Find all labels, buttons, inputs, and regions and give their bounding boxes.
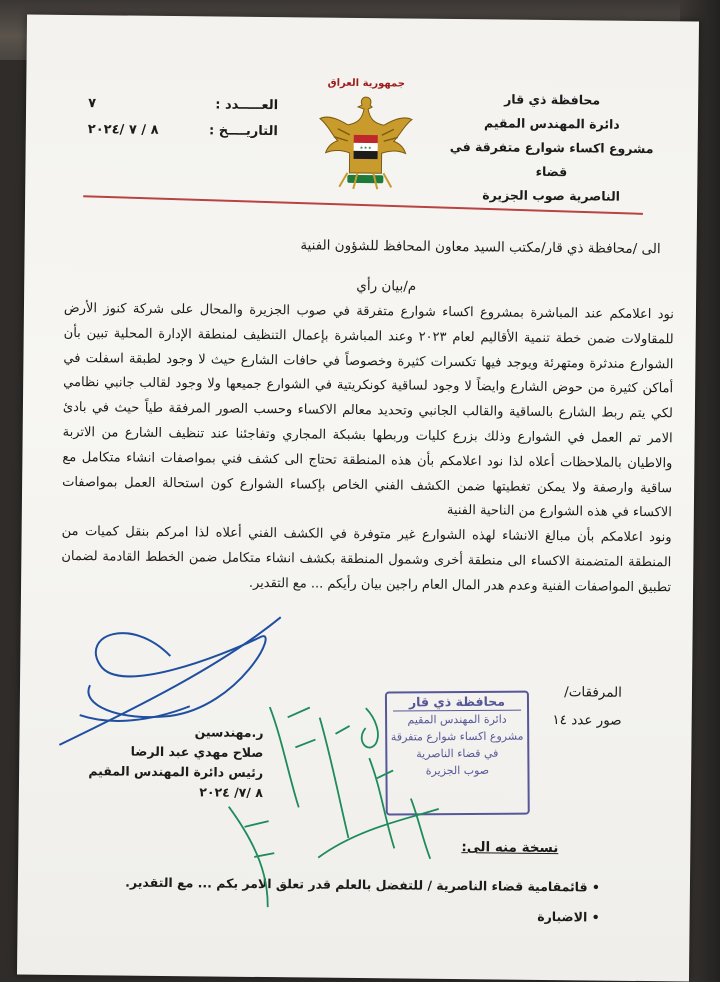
stamp-line: في قضاء الناصرية <box>416 746 499 761</box>
signer-role: رئيس دائرة المهندس المقيم <box>88 763 264 781</box>
stamp-line: دائرة المهندس المقيم <box>407 712 507 727</box>
stamp-line: صوب الجزيرة <box>425 763 490 778</box>
letterhead-line: دائرة المهندس المقيم <box>483 115 620 132</box>
copy-item: • الاضبارة <box>39 897 599 933</box>
copy-item: • قائمقامية قضاء الناصرية / للتفضل بالعلم قدر تعلق الامر بكم ... مع التقدير. <box>40 867 600 903</box>
stamp-line: مشروع اكساء شوارع متفرقة <box>390 729 524 744</box>
copies-title: نسخة منه الى: <box>461 839 559 857</box>
blue-signature-scribble <box>59 615 280 747</box>
number-label: العـــــدد : <box>215 97 279 114</box>
svg-text:✶✶✶: ✶✶✶ <box>359 145 372 152</box>
letterhead-line: الناصرية صوب الجزيرة <box>482 187 621 204</box>
number-value: ٧ <box>88 96 97 112</box>
subject-line: م/بيان رأي <box>356 277 417 295</box>
stamp-line: محافظة ذي قار <box>393 693 521 712</box>
handwritten-marks <box>17 15 699 982</box>
signer-name: صلاح مهدي عبد الرضا <box>130 743 264 761</box>
body-paragraph: ونود اعلامكم بأن مبالغ الانشاء لهذه الشوارع غير متوفرة في الكشف الفني أعلاه لذا امركم بنقل كميات من المنطقة المتضمنة الاكساء الى منطقة أخرى وشمول المنطقة بكشف انشاء متكامل ضمن الخطط القادمة لضمان تطبيق المواصفات الفنية وعدم هدر المال العام راجين بيان رأيكم ... مع التقدير. <box>61 524 672 596</box>
green-pen-annotation <box>228 707 440 909</box>
date-label: التاريــــخ : <box>208 123 278 140</box>
attachments-value: صور عدد ١٤ <box>552 712 622 729</box>
body-paragraph: نود اعلامكم عند المباشرة بمشروع اكساء شوارع متفرقة في صوب الجزيرة والمحال على شركة كنوز الأرض للمقاولات ضمن خطة تنمية الأقاليم لعام ٢٠٢٣ وعند المباشرة بإعمال التنظيف لمنطقة الإدارة المحلية تبين بأن الشوارع مندثرة ومتهرئة ويوجد فيها تكسرات كثيرة وخصوصاً في حافات الشارع حيث لا وجود لطبقة اسفلت في أماكن كثيرة من حوض الشارع وايضاً لا وجود لساقية كونكريتية في الشوارع جميعها ولا وجود لقالب جانبي نظامي لكي يتم ربط الشارع بالساقية والقالب الجانبي وتحديد معالم الاكساء وحسب الصور المرفقة طياً حيث في بادئ الامر تم العمل في الشوارع وذلك بزرع كليات وربطها بشبكة المجاري وتفاجئنا عند تنظيف الشارع من الاتربة والاطيان بالملاحظات أعلاه لذا نود اعلامكم بأن هذه المنطقة تحتاج الى كشف فني بمواصفات انشاء متكامل مع ساقية وارصفة ولا يمكن تغطيتها ضمن الكشف الفني الخاص بإكساء الشوارع كون استحالة العمل بمواصفات الاكساء في هذه الشوارع من الناحية الفنية <box>62 300 675 521</box>
addressee: الى /محافظة ذي قار/مكتب السيد معاون المحافظ للشؤون الفنية <box>300 237 661 258</box>
letter-page <box>17 15 699 982</box>
signature-date: ٨ /٧/ ٢٠٢٤ <box>199 784 263 801</box>
letterhead-line: مشروع اكساء شوارع متفرقة في قضاء <box>449 138 654 180</box>
emblem-title: جمهورية العراق <box>327 77 406 90</box>
signer-title: ر.مهندسين <box>194 724 264 741</box>
date-value: ٨ / ٧ /٢٠٢٤ <box>87 122 159 138</box>
letterhead-line: محافظة ذي قار <box>504 91 601 108</box>
attachments-label: المرفقات/ <box>564 684 623 701</box>
